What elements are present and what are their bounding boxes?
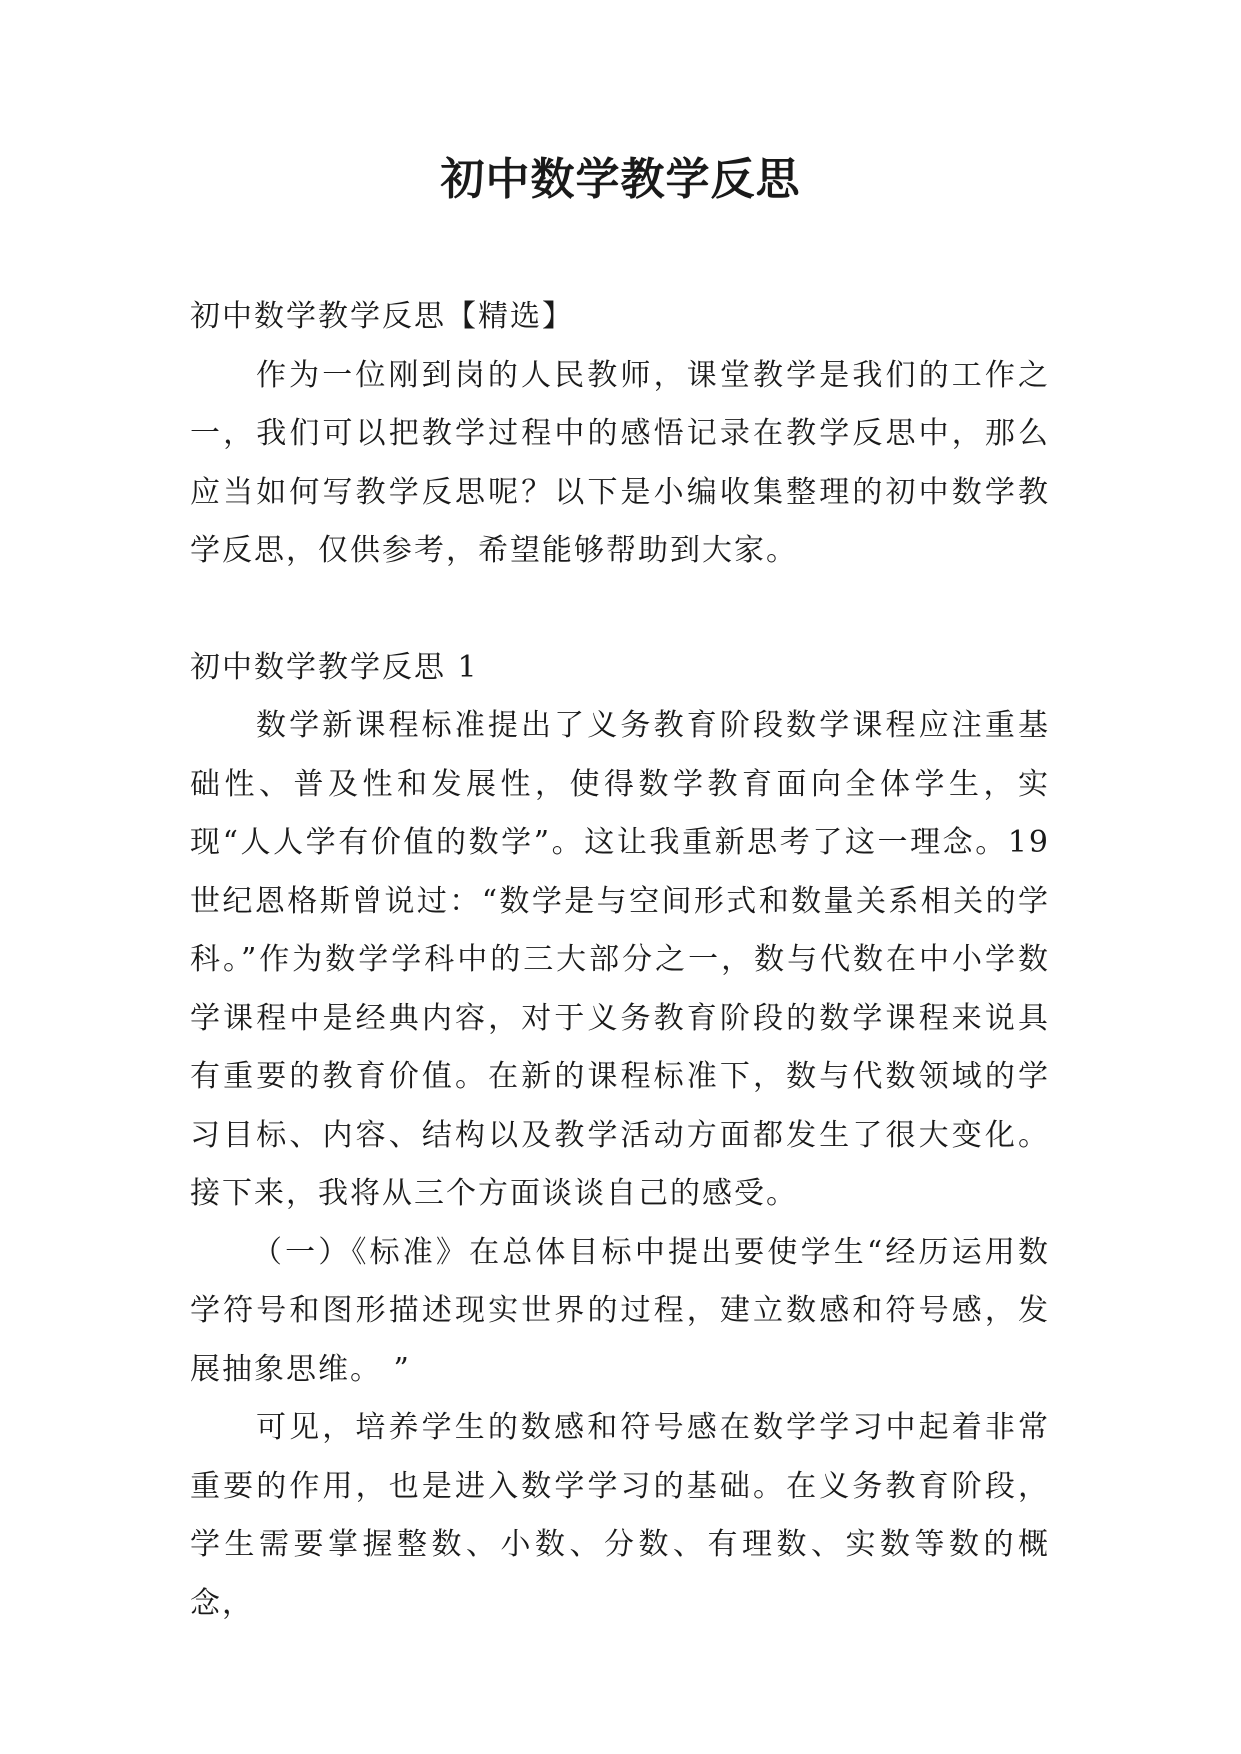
body-paragraph: 数学新课程标准提出了义务教育阶段数学课程应注重基础性、普及性和发展性，使得数学教育面向全体学生，实现“人人学有价值的数学”。这让我重新思考了这一理念。19世纪恩格斯曾说过：“数学是与空间形式和数量关系相关的学科。”作为数学学科中的三大部分之一，数与代数在中小学数学课程中是经典内容，对于义务教育阶段的数学课程来说具有重要的教育价值。在新的课程标准下，数与代数领域的学习目标、内容、结构以及教学活动方面都发生了很大变化。接下来，我将从三个方面谈谈自己的感受。 xyxy=(190,708,1050,1211)
document-body xyxy=(190,288,1050,1633)
intro-paragraph: 作为一位刚到岗的人民教师，课堂教学是我们的工作之一，我们可以把教学过程中的感悟记录在教学反思中，那么应当如何写教学反思呢？以下是小编收集整理的初中数学教学反思，仅供参考，希望能够帮助到大家。 xyxy=(190,357,1050,568)
body-paragraph: （一）《标准》在总体目标中提出要使学生“经历运用数学符号和图形描述现实世界的过程，建立数感和符号感，发展抽象思维。 ” xyxy=(190,1234,1050,1387)
section-heading: 初中数学教学反思 1 xyxy=(190,649,479,685)
body-paragraph: 可见，培养学生的数感和符号感在数学学习中起着非常重要的作用，也是进入数学学习的基础。在义务教育阶段，学生需要掌握整数、小数、分数、有理数、实数等数的概念， xyxy=(190,1410,1050,1621)
section-spacer xyxy=(190,581,1050,639)
document-title: 初中数学教学反思 xyxy=(440,154,801,205)
document-subtitle: 初中数学教学反思【精选】 xyxy=(190,299,574,334)
